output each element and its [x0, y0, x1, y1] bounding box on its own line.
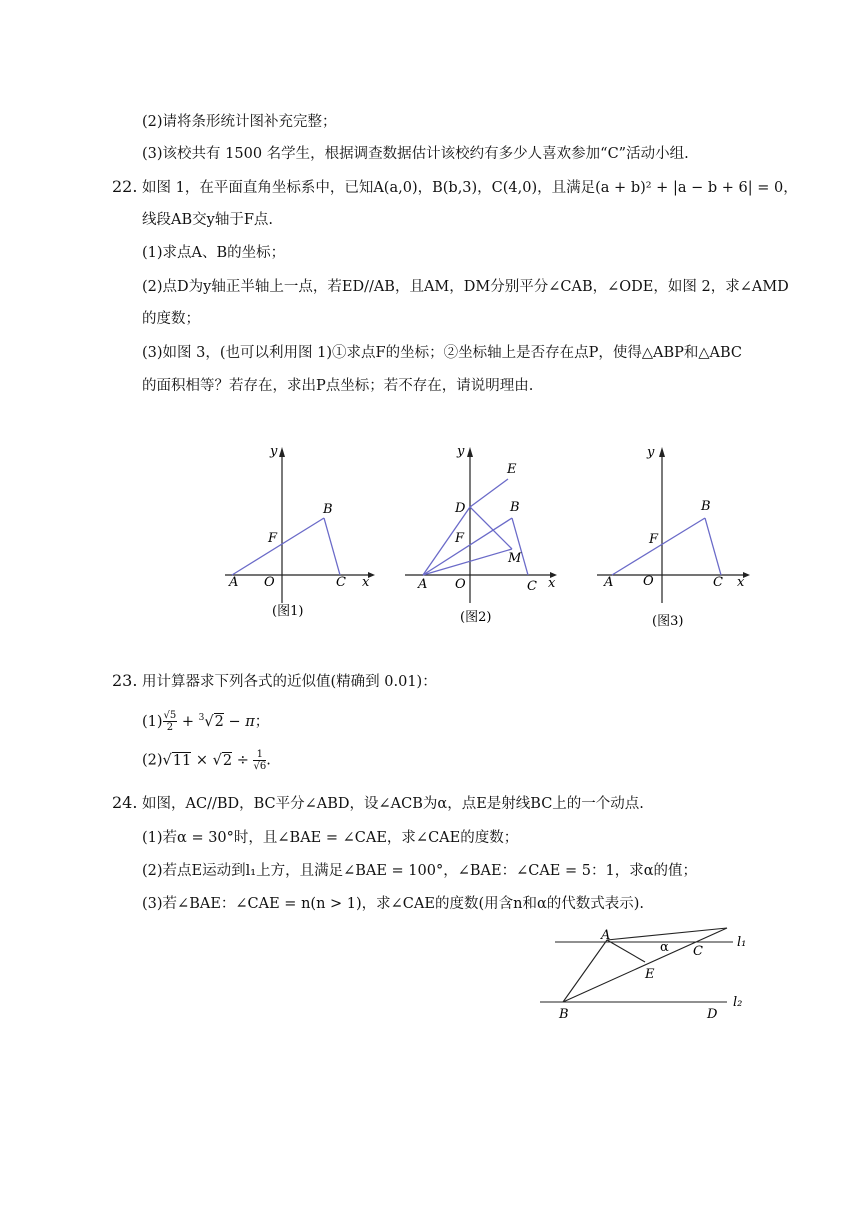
q21-part3: (3)该校共有 1500 名学生，根据调查数据估计该校约有多少人喜欢参加“C”活动小组.: [142, 146, 689, 162]
segment-AB: [563, 940, 607, 1002]
fig2-y-arrow: [467, 447, 473, 457]
fig2-label-O: O: [455, 577, 466, 592]
fig2-segment-AM: [423, 549, 512, 575]
fig1-segment-BC: [324, 518, 340, 575]
q23-part2-tail: .: [266, 752, 271, 769]
q23-number: 23.: [112, 671, 138, 690]
q23-part1-tail: ；: [254, 713, 270, 730]
fig2-segment-DM: [470, 507, 512, 549]
fig2-segment-AB: [423, 518, 512, 575]
fig1-label-O: O: [264, 575, 275, 590]
q24-figure: [535, 922, 760, 1032]
q23-part1: (1) $\frac{√5}{2}$ + $^3$√2 − π；: [142, 710, 270, 734]
fig1-label-F: F: [268, 531, 278, 546]
fig1-label-y: y: [270, 444, 278, 459]
fig3-label-C: C: [713, 575, 723, 590]
q22-stem-2: 线段AB交y轴于F点.: [142, 212, 273, 228]
fig2-label-A: A: [418, 577, 428, 592]
q22-part2-b: 的度数；: [142, 311, 200, 327]
fig3-caption: (图3): [652, 614, 684, 629]
q24-part2: (2)若点E运动到l₁上方，且满足∠BAE = 100°，∠BAE：∠CAE = 5：1，求α的值；: [142, 863, 697, 879]
segment-AC: [607, 928, 727, 940]
q22-part3-a: (3)如图 3，(也可以利用图 1)①求点F的坐标；②坐标轴上是否存在点P，使得△ABP和△ABC: [142, 345, 743, 361]
segment-AE: [607, 940, 645, 962]
q22-stem-1: 如图 1，在平面直角坐标系中，已知A(a,0)，B(b,3)，C(4,0)，且满足(a + b)² + |a − b + 6| = 0，: [142, 180, 798, 196]
q22-number: 22.: [112, 177, 138, 196]
q23-stem: 用计算器求下列各式的近似值(精确到 0.01)：: [142, 674, 437, 690]
q24-part1: (1)若α = 30°时，且∠BAE = ∠CAE，求∠CAE的度数；: [142, 830, 519, 846]
fig3-y-arrow: [659, 447, 665, 457]
fig2-caption: (图2): [460, 610, 492, 625]
fig1-label-A: A: [229, 575, 239, 590]
q22-part3-b: 的面积相等？若存在，求出P点坐标；若不存在，请说明理由.: [142, 378, 534, 394]
label-l2: l₂: [733, 995, 743, 1010]
fig3-segment-BC: [705, 518, 721, 575]
q22-part2-a: (2)点D为y轴正半轴上一点，若ED//AB，且AM，DM分别平分∠CAB，∠ODE，如图 2，求∠AMD: [142, 279, 789, 295]
fig2-label-x: x: [548, 576, 556, 591]
q21-part2: (2)请将条形统计图补充完整；: [142, 114, 337, 130]
q23-part2: (2)√11 × √2 ÷ $\frac{1}{√6}$ .: [142, 749, 271, 772]
q24-stem: 如图，AC//BD，BC平分∠ABD，设∠ACB为α，点E是射线BC上的一个动点.: [142, 796, 644, 812]
fig2-label-E: E: [507, 462, 517, 477]
ray-BC: [563, 928, 727, 1002]
fig1-caption: (图1): [272, 604, 304, 619]
fig2-label-D: D: [455, 501, 466, 516]
fig3-segment-AB: [612, 518, 705, 575]
fig3-label-y: y: [647, 445, 655, 460]
q22-figure-2: [400, 435, 565, 635]
label-E: E: [645, 967, 655, 982]
q22-figure-1: [220, 435, 380, 635]
q23-part1-prefix: (1): [142, 713, 163, 730]
fig1-label-C: C: [336, 575, 346, 590]
fig1-segment-AB: [232, 518, 324, 575]
q23-part2-one-over-sqrt6: $\frac{1}{√6}$: [253, 749, 267, 772]
q23-part1-sqrt5-over-2: $\frac{√5}{2}$: [163, 710, 177, 734]
q24-part3: (3)若∠BAE：∠CAE = n(n > 1)，求∠CAE的度数(用含n和α的代数式表示).: [142, 896, 645, 912]
label-D: D: [707, 1007, 718, 1022]
fig3-label-A: A: [604, 575, 614, 590]
label-l1: l₁: [737, 935, 747, 950]
q22-figure-3: [595, 435, 755, 635]
fig1-label-x: x: [362, 575, 370, 590]
fig2-label-y: y: [457, 444, 465, 459]
label-alpha: α: [660, 940, 669, 955]
fig3-label-B: B: [701, 499, 711, 514]
fig3-label-F: F: [649, 532, 659, 547]
q23-part2-prefix: (2): [142, 752, 163, 769]
fig2-label-M: M: [508, 551, 522, 566]
fig3-label-O: O: [643, 574, 654, 589]
fig3-label-x: x: [737, 575, 745, 590]
q22-part1: (1)求点A、B的坐标；: [142, 245, 286, 261]
fig1-label-B: B: [323, 502, 333, 517]
label-B: B: [559, 1007, 569, 1022]
fig2-label-C: C: [527, 579, 537, 594]
fig2-label-F: F: [455, 531, 465, 546]
label-C: C: [693, 944, 703, 959]
fig2-segment-DE: [470, 479, 508, 507]
label-A: A: [601, 928, 611, 943]
fig1-y-arrow: [279, 447, 285, 457]
fig2-label-B: B: [510, 500, 520, 515]
fig2-segment-BC: [512, 518, 528, 575]
q24-number: 24.: [112, 793, 138, 812]
